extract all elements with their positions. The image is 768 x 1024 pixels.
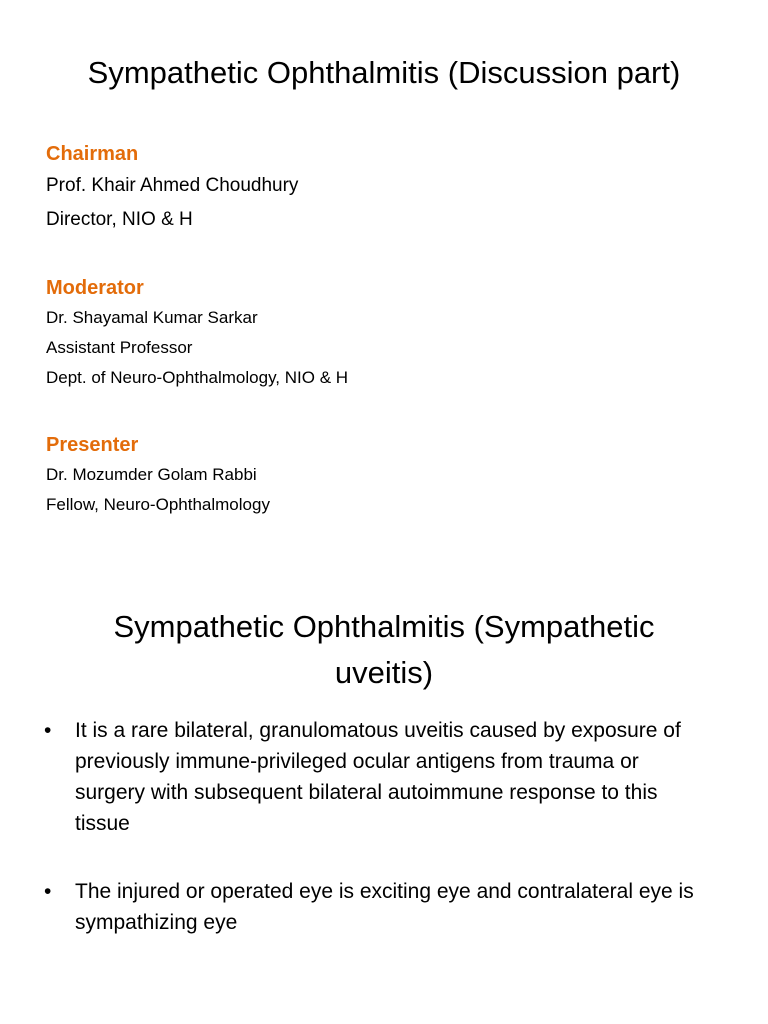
bullet-text: It is a rare bilateral, granulomatous uveitis caused by exposure of previously immune-privileged ocular antigens from trauma or surgery with subsequent bilateral autoimmune response to this tissue — [75, 719, 681, 835]
presenter-name: Dr. Mozumder Golam Rabbi — [46, 465, 257, 484]
chairman-role: Director, NIO & H — [46, 209, 193, 230]
moderator-dept: Dept. of Neuro-Ophthalmology, NIO & H — [46, 368, 349, 387]
chairman-section — [46, 139, 726, 237]
list-item — [44, 715, 714, 839]
presenter-role: Fellow, Neuro-Ophthalmology — [46, 495, 270, 514]
moderator-title: Assistant Professor — [46, 338, 193, 357]
presenter-heading: Presenter — [46, 434, 139, 456]
list-item — [44, 876, 714, 938]
chairman-heading: Chairman — [46, 143, 139, 165]
bullet-text: The injured or operated eye is exciting eye and contralateral eye is sympathizing eye — [75, 880, 694, 934]
slide-title — [0, 604, 768, 696]
moderator-name: Dr. Shayamal Kumar Sarkar — [46, 308, 258, 327]
chairman-name: Prof. Khair Ahmed Choudhury — [46, 175, 299, 196]
presenter-section — [46, 430, 726, 520]
page-title: Sympathetic Ophthalmitis (Discussion part) — [87, 55, 681, 90]
bullet-icon: • — [44, 880, 52, 903]
bullet-list — [44, 715, 714, 975]
moderator-section — [46, 273, 726, 393]
slide-sympathetic-uveitis — [0, 560, 768, 1024]
moderator-heading: Moderator — [46, 277, 144, 299]
slide-title-line-1: Sympathetic Ophthalmitis (Sympathetic — [113, 609, 655, 644]
slide-title-line-2: uveitis) — [334, 655, 434, 690]
bullet-icon: • — [44, 719, 52, 742]
